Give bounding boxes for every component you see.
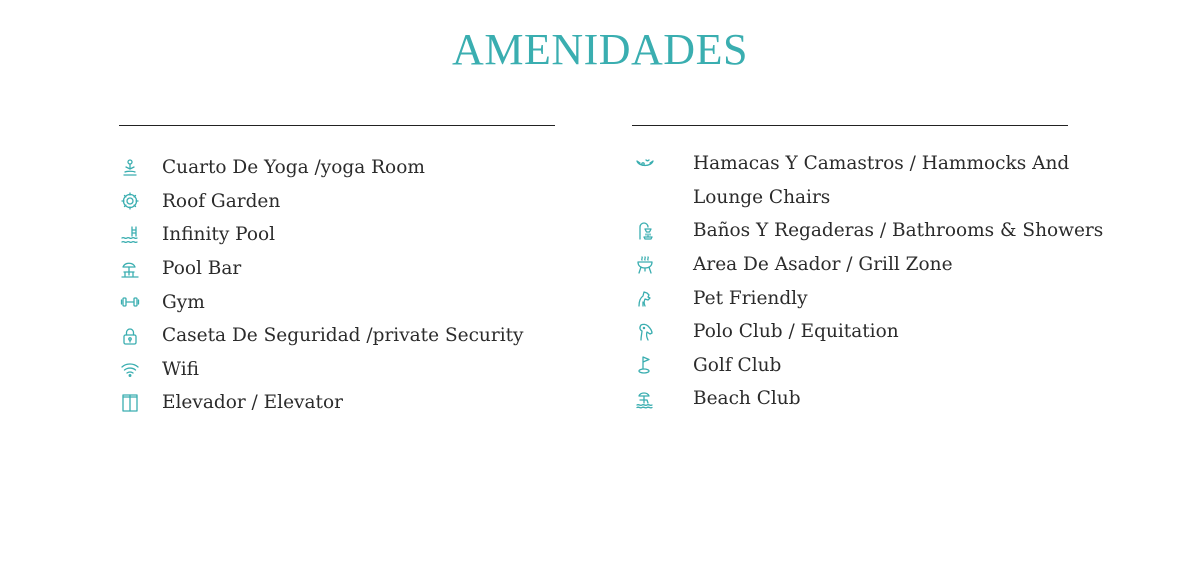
amenity-label: Gym <box>162 291 205 313</box>
right-divider <box>632 125 1068 126</box>
amenity-golf-club <box>632 349 1192 383</box>
amenity-roof-garden <box>119 185 679 219</box>
amenity-polo-club <box>632 315 1192 349</box>
amenity-label: Pet Friendly <box>693 287 808 309</box>
amenity-yoga-room <box>119 151 679 185</box>
shower-icon <box>634 220 656 242</box>
amenity-infinity-pool <box>119 218 679 252</box>
amenity-pool-bar <box>119 252 679 286</box>
grill-icon <box>634 254 656 276</box>
elevator-icon <box>119 392 141 414</box>
right-amenities-list <box>632 147 1192 416</box>
amenity-label: Beach Club <box>693 388 801 410</box>
hammock-icon <box>634 153 656 175</box>
amenity-hammocks <box>632 147 1192 214</box>
amenity-label: Roof Garden <box>162 190 281 212</box>
dog-icon <box>634 287 656 309</box>
beach-club-icon <box>634 388 656 410</box>
beach-umbrella-icon <box>119 258 141 280</box>
amenity-label: Baños Y Regaderas / Bathrooms & Showers <box>693 220 1104 242</box>
amenity-pet-friendly <box>632 281 1192 315</box>
amenity-beach-club <box>632 382 1192 416</box>
horse-icon <box>634 321 656 343</box>
pool-icon <box>119 224 141 246</box>
yoga-icon <box>119 157 141 179</box>
amenity-label: Elevador / Elevator <box>162 392 343 414</box>
padlock-icon <box>119 325 141 347</box>
amenity-label: Wifi <box>162 358 199 380</box>
amenity-label: Area De Asador / Grill Zone <box>693 254 953 276</box>
left-amenities-column <box>119 125 555 414</box>
amenity-gym <box>119 285 679 319</box>
amenity-label: Golf Club <box>693 354 782 376</box>
amenity-label: Pool Bar <box>162 258 242 280</box>
dumbbell-icon <box>119 291 141 313</box>
amenity-label: Hamacas Y Camastros / Hammocks And Lounge Chairs <box>693 153 1070 208</box>
amenity-label: Cuarto De Yoga /yoga Room <box>162 157 425 179</box>
amenity-label: Caseta De Seguridad /private Security <box>162 325 524 347</box>
amenity-label: Infinity Pool <box>162 224 276 246</box>
amenity-elevator <box>119 386 679 420</box>
amenity-bathrooms-showers <box>632 214 1192 248</box>
amenity-label: Polo Club / Equitation <box>693 321 899 343</box>
wifi-icon <box>119 358 141 380</box>
right-amenities-column <box>632 125 1104 410</box>
amenity-private-security <box>119 319 679 353</box>
left-divider <box>119 125 555 126</box>
amenity-wifi <box>119 353 679 387</box>
page-title: AMENIDADES <box>452 25 748 74</box>
left-amenities-list <box>119 151 679 420</box>
amenity-grill-zone <box>632 248 1192 282</box>
flower-icon <box>119 190 141 212</box>
golf-flag-icon <box>634 354 656 376</box>
